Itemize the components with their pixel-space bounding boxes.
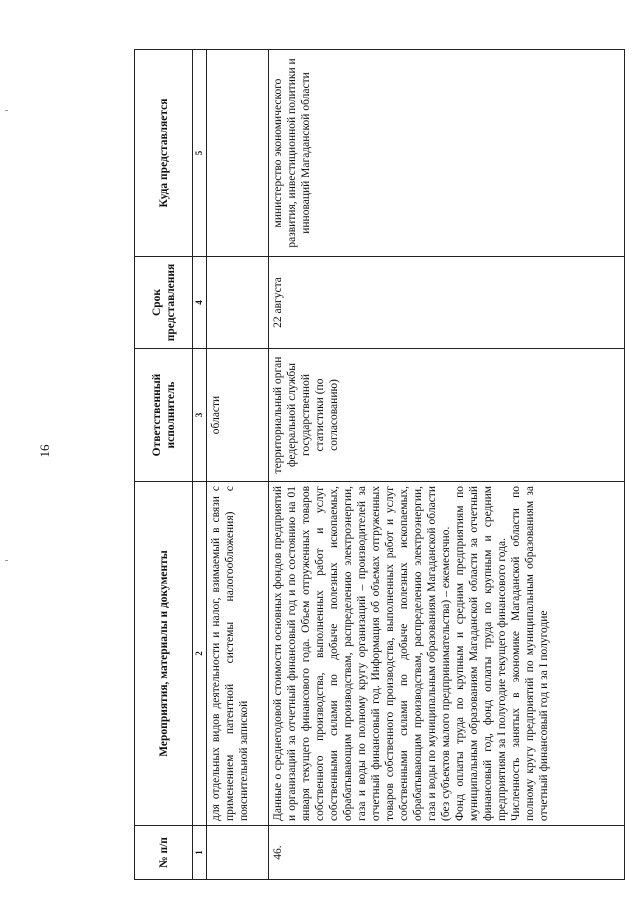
column-number-row	[193, 50, 207, 880]
row-text: для отдельных видов деятельности и налог, взимаемый в связи с применением патентной системы налогообложения) с пояснительной запиской	[207, 482, 269, 826]
row-num: 46.	[269, 826, 625, 880]
header-executor: Ответственный исполнитель	[135, 349, 193, 482]
header-recipient: Куда представляется	[135, 50, 193, 257]
row-text	[269, 482, 625, 826]
row-text-paragraph: Фонд оплаты труда по крупным и средним предприятиям по муниципальным образованиям Магаданской области за отчетный финансовый год, фонд оплаты труда по крупным и средним предприятиям за I полугодие текущего финансового года.	[454, 486, 508, 821]
table-row-continuation	[207, 50, 269, 880]
row-deadline: 22 августа	[269, 257, 625, 349]
scan-mark	[5, 560, 8, 561]
header-num: № п/п	[135, 826, 193, 880]
col-number-4: 4	[193, 257, 207, 349]
row-num	[207, 826, 269, 880]
header-deadline: Срок представления	[135, 257, 193, 349]
header-row	[135, 50, 193, 880]
row-text-paragraph: Данные о среднегодовой стоимости основных фондов предприятий и организаций за отчетный финансовый год и по состоянию на 01 января текущего финансового года. Объем отгруженных товаров собственного производства, выполненных работ и услуг собственными силами по добыче полезных ископаемых, обрабатывающим производствам, распределению электроэнергии, газа и воды по полному кругу организаций – производителей за отчетный финансовый год. Информация об объемах отгруженных товаров собственного производства, выполненных работ и услуг собственными силами по добыче полезных ископаемых, обрабатывающим производствам, распределению электроэнергии, газа и воды по муниципальным образованиям Магаданской области (без субъектов малого предпринимательства) – ежемесячно.	[272, 486, 452, 821]
row-recipient: министерство экономического развития, инвестиционной политики и инноваций Магаданской области	[269, 50, 625, 257]
row-executor: области	[207, 349, 269, 482]
col-number-5: 5	[193, 50, 207, 257]
events-table	[134, 49, 625, 880]
table-row-46	[269, 50, 625, 880]
col-number-3: 3	[193, 349, 207, 482]
row-recipient	[207, 50, 269, 257]
col-number-2: 2	[193, 482, 207, 826]
header-events: Мероприятия, материалы и документы	[135, 482, 193, 826]
row-executor: территориальный орган федеральной службы государственной статистики (по согласованию)	[269, 349, 625, 482]
page-number: 16	[37, 444, 52, 458]
col-number-1: 1	[193, 826, 207, 880]
rotated-table-container	[134, 50, 625, 880]
scan-mark	[5, 110, 8, 111]
row-deadline	[207, 257, 269, 349]
row-text-paragraph: Численность занятых в экономике Магаданской области по полному кругу предприятий по муниципальным образованиям за отчетный финансовый год и за I полугодие	[510, 486, 550, 821]
